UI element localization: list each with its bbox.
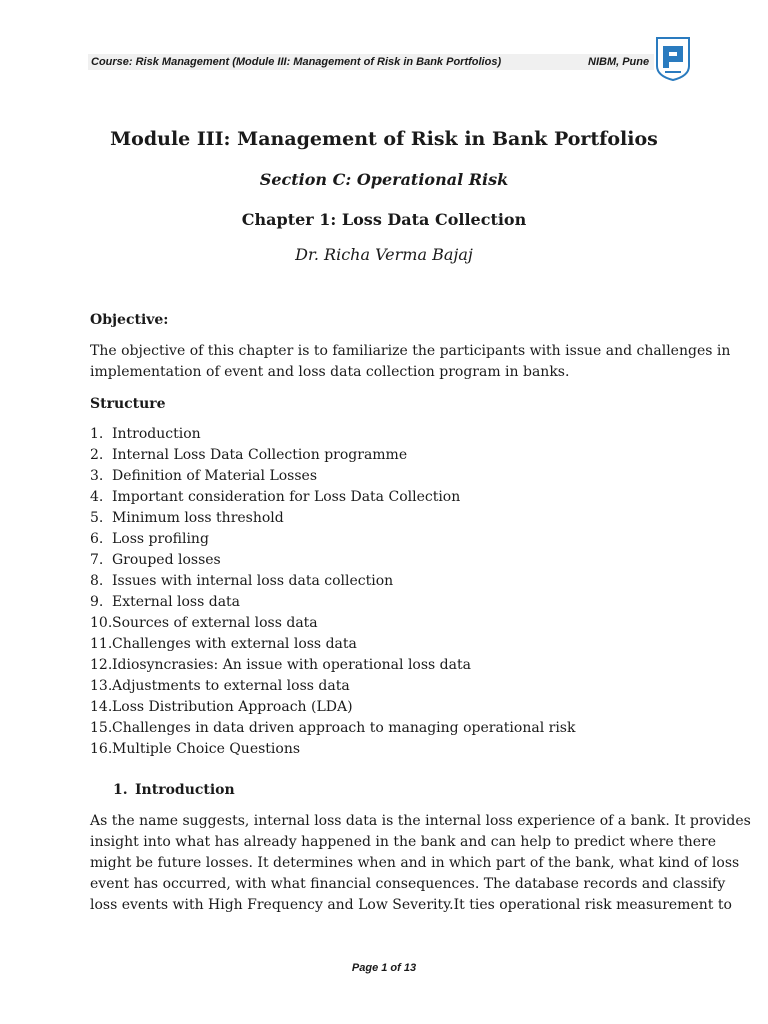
list-item bbox=[90, 508, 575, 529]
introduction-line: loss events with High Frequency and Low Severity.It ties operational risk measurement to bbox=[90, 897, 732, 913]
list-item bbox=[90, 718, 575, 739]
list-item-text: Loss profiling bbox=[112, 531, 209, 547]
list-item-text: Idiosyncrasies: An issue with operational loss data bbox=[112, 657, 471, 673]
introduction-title: Introduction bbox=[135, 782, 235, 798]
header-course-title: Course: Risk Management (Module III: Management of Risk in Bank Portfolios) bbox=[91, 56, 502, 68]
list-item-text: Minimum loss threshold bbox=[112, 510, 284, 526]
chapter-title: Chapter 1: Loss Data Collection bbox=[241, 210, 527, 229]
list-item-number: 8. bbox=[90, 573, 104, 589]
list-item bbox=[90, 550, 575, 571]
list-item-number: 13. bbox=[90, 678, 113, 694]
introduction-heading bbox=[113, 780, 235, 800]
list-item-number: 14. bbox=[90, 699, 113, 715]
list-item bbox=[90, 424, 575, 445]
section-title: Section C: Operational Risk bbox=[259, 170, 509, 189]
list-item bbox=[90, 676, 575, 697]
list-item bbox=[90, 739, 575, 760]
list-item-number: 3. bbox=[90, 468, 104, 484]
nibm-logo-icon bbox=[655, 36, 691, 82]
introduction-paragraph bbox=[90, 811, 751, 916]
list-item-text: Important consideration for Loss Data Collection bbox=[112, 489, 461, 505]
list-item-number: 6. bbox=[90, 531, 104, 547]
author-name: Dr. Richa Verma Bajaj bbox=[295, 245, 473, 264]
list-item-text: Challenges in data driven approach to managing operational risk bbox=[112, 720, 576, 736]
list-item-number: 2. bbox=[90, 447, 104, 463]
list-item bbox=[90, 697, 575, 718]
list-item bbox=[90, 655, 575, 676]
list-item-number: 16. bbox=[90, 741, 113, 757]
list-item-number: 12. bbox=[90, 657, 113, 673]
module-title: Module III: Management of Risk in Bank Portfolios bbox=[110, 128, 658, 150]
introduction-number: 1. bbox=[113, 782, 128, 798]
introduction-line: might be future losses. It determines when and in which part of the bank, what kind of loss bbox=[90, 855, 740, 871]
list-item-text: Issues with internal loss data collection bbox=[112, 573, 394, 589]
objective-paragraph bbox=[90, 341, 731, 383]
list-item-text: Introduction bbox=[112, 426, 201, 442]
list-item-number: 7. bbox=[90, 552, 104, 568]
header-institution: NIBM, Pune bbox=[588, 56, 650, 68]
objective-line: The objective of this chapter is to familiarize the participants with issue and challenges in bbox=[90, 343, 731, 359]
list-item-number: 1. bbox=[90, 426, 104, 442]
objective-heading: Objective: bbox=[90, 312, 169, 328]
list-item-text: Adjustments to external loss data bbox=[112, 678, 350, 694]
list-item-text: Multiple Choice Questions bbox=[112, 741, 301, 757]
list-item bbox=[90, 613, 575, 634]
list-item-text: Grouped losses bbox=[112, 552, 221, 568]
list-item bbox=[90, 571, 575, 592]
list-item bbox=[90, 445, 575, 466]
introduction-line: As the name suggests, internal loss data is the internal loss experience of a bank. It provides bbox=[90, 813, 751, 829]
list-item-text: Internal Loss Data Collection programme bbox=[112, 447, 408, 463]
list-item-text: Challenges with external loss data bbox=[112, 636, 357, 652]
list-item-number: 15. bbox=[90, 720, 113, 736]
list-item-text: Loss Distribution Approach (LDA) bbox=[112, 699, 353, 715]
list-item-number: 5. bbox=[90, 510, 104, 526]
list-item-number: 4. bbox=[90, 489, 104, 505]
list-item bbox=[90, 592, 575, 613]
list-item-text: External loss data bbox=[112, 594, 241, 610]
list-item bbox=[90, 466, 575, 487]
page-number: Page 1 of 13 bbox=[351, 962, 417, 974]
introduction-line: event has occurred, with what financial consequences. The database records and classify bbox=[90, 876, 726, 892]
list-item-number: 9. bbox=[90, 594, 104, 610]
objective-line: implementation of event and loss data collection program in banks. bbox=[90, 364, 570, 380]
list-item-number: 11. bbox=[90, 636, 113, 652]
list-item bbox=[90, 634, 575, 655]
list-item-text: Sources of external loss data bbox=[112, 615, 318, 631]
structure-list bbox=[90, 424, 575, 760]
list-item-text: Definition of Material Losses bbox=[112, 468, 318, 484]
list-item-number: 10. bbox=[90, 615, 113, 631]
list-item bbox=[90, 487, 575, 508]
list-item bbox=[90, 529, 575, 550]
introduction-line: insight into what has already happened in the bank and can help to predict where there bbox=[90, 834, 717, 850]
structure-heading: Structure bbox=[90, 396, 166, 412]
